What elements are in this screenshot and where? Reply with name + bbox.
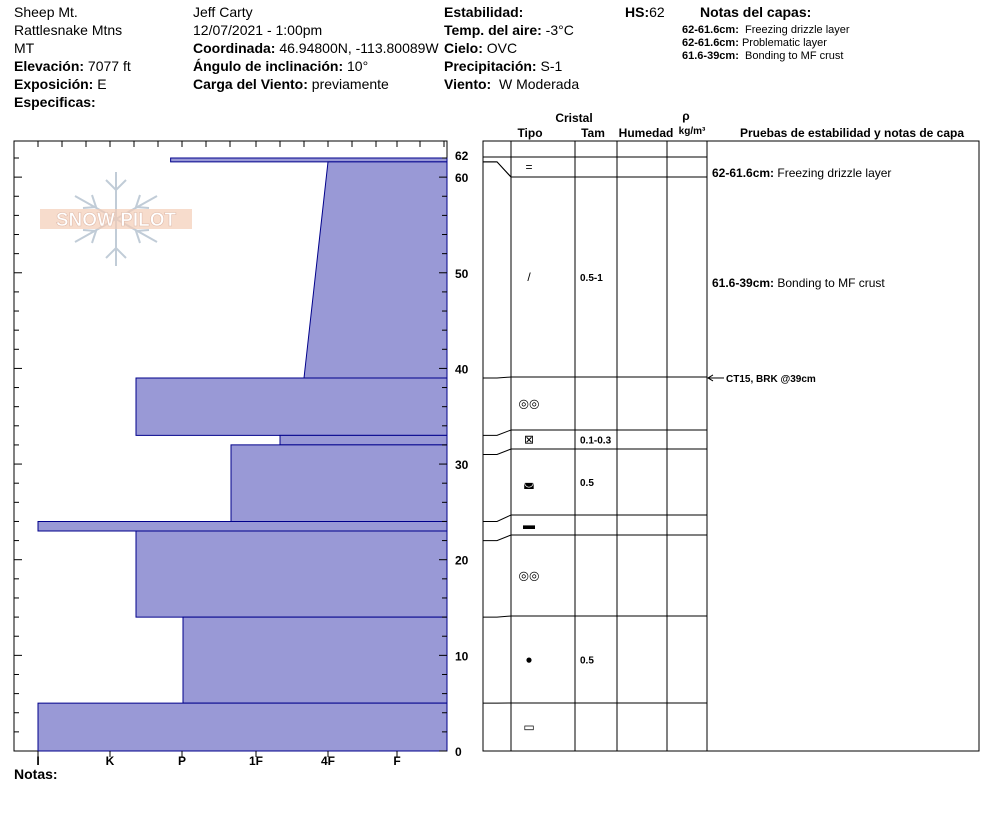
coordinates-value: 46.94800N, -113.80089W xyxy=(279,40,439,56)
snowpilot-watermark xyxy=(40,172,192,266)
observation-datetime: 12/07/2021 - 1:00pm xyxy=(193,22,323,38)
hardness-bar xyxy=(171,158,447,162)
wind-load-label: Carga del Viento: xyxy=(193,76,308,92)
table-layer-note-range: 61.6-39cm: xyxy=(712,276,775,290)
depth-tick-label: 30 xyxy=(455,458,469,473)
table-layer-note-range: 62-61.6cm: xyxy=(712,166,775,180)
state: MT xyxy=(14,40,35,56)
depth-tick-label: 60 xyxy=(455,171,469,186)
layer-note-text: Bonding to MF crust xyxy=(745,50,844,62)
layer-note-text: Problematic layer xyxy=(741,37,827,49)
layer-boundary xyxy=(483,377,707,378)
grain-type-icon: ◎◎ xyxy=(518,396,540,411)
depth-tick-label: 0 xyxy=(455,745,462,759)
hardness-tick-label: F xyxy=(393,754,401,768)
layer-boundary xyxy=(483,535,707,541)
hardness-bar xyxy=(280,435,447,445)
table-layer-note xyxy=(712,166,891,180)
grain-type-icon: = xyxy=(525,160,533,174)
sky-value: OVC xyxy=(486,40,518,56)
layer-note-range: 62-61.6cm: xyxy=(682,24,739,36)
hardness-bar xyxy=(38,703,447,751)
grain-size: 0.1-0.3 xyxy=(580,435,612,447)
layer-boundary xyxy=(483,515,707,521)
wind-load-value: previamente xyxy=(311,76,389,92)
grain-size: 0.5-1 xyxy=(580,273,603,284)
table-layer-note-text: Freezing drizzle layer xyxy=(774,166,892,180)
wind-label: Viento: xyxy=(444,76,492,92)
air-temp-label: Temp. del aire: xyxy=(444,22,542,38)
hardness-tick-label: 1F xyxy=(248,754,264,768)
aspect-value: E xyxy=(97,76,107,92)
hardness-bar xyxy=(183,617,447,703)
location: Sheep Mt. xyxy=(14,4,78,20)
table-layer-note xyxy=(712,276,885,290)
layer-boundary xyxy=(483,162,707,177)
aspect-label: Exposición: xyxy=(14,76,94,92)
slope-label: Ángulo de inclinación: xyxy=(193,58,344,74)
hardness-tick-label: P xyxy=(177,754,187,768)
table-layer-note-text: Bonding to MF crust xyxy=(774,276,885,290)
depth-tick-label: 20 xyxy=(455,553,469,568)
grain-type-icon: / xyxy=(527,270,531,284)
layer-note-range: 61.6-39cm: xyxy=(682,50,739,62)
depth-tick-label: 40 xyxy=(455,362,469,377)
hardness-tick-label: I xyxy=(36,754,40,768)
hardness-tick-label: K xyxy=(105,754,115,768)
logo-text: SNOW PILOT xyxy=(55,210,177,231)
grain-type-icon: ▭ xyxy=(523,720,535,734)
layer-notes-title: Notas del capas: xyxy=(700,4,812,20)
depth-tick-label: 10 xyxy=(455,649,469,664)
grain-type-icon: ▬ xyxy=(523,518,535,532)
stability-test-result: CT15, BRK @39cm xyxy=(726,373,816,385)
grain-type-icon: ● xyxy=(525,652,533,667)
air-temp-value: -3°C xyxy=(545,22,574,38)
precip-value: S-1 xyxy=(540,58,563,74)
hardness-bar xyxy=(136,378,447,435)
specifics-label: Especificas: xyxy=(14,94,96,110)
slope-value: 10° xyxy=(347,58,369,74)
precip-label: Precipitación: xyxy=(444,58,537,74)
layer-table-frame xyxy=(483,141,979,751)
grain-type-icon: ⊠ xyxy=(523,432,535,447)
header-type: Tipo xyxy=(517,126,543,140)
layer-note-text: Freezing drizzle layer xyxy=(745,24,850,36)
hardness-tick-label: 4F xyxy=(320,754,336,768)
header-density-unit: kg/m³ xyxy=(678,126,706,137)
depth-top-label: 62 xyxy=(455,149,469,163)
grain-size: 0.5 xyxy=(580,655,594,667)
header-rho: ρ xyxy=(682,109,690,123)
header-moisture: Humedad xyxy=(618,126,674,140)
table-layer-notes xyxy=(708,166,891,385)
depth-axis-labels xyxy=(455,149,469,759)
hs-label: HS: xyxy=(625,4,650,20)
layer-boundary xyxy=(483,616,707,617)
observer-name: Jeff Carty xyxy=(193,4,253,20)
grain-type-icon: ◛ xyxy=(523,475,535,489)
hardness-bars xyxy=(38,158,447,751)
header-tests: Pruebas de estabilidad y notas de capa xyxy=(739,126,965,140)
hardness-bar xyxy=(304,162,447,378)
mountain-range: Rattlesnake Mtns xyxy=(14,22,123,38)
coordinates-label: Coordinada: xyxy=(193,40,276,56)
hardness-bar xyxy=(231,445,447,522)
grain-size: 0.5 xyxy=(580,478,594,489)
hardness-bar xyxy=(38,521,447,531)
layer-boundary xyxy=(483,162,511,177)
grain-type-icon: ◎◎ xyxy=(518,568,540,583)
elevation-value: 7077 ft xyxy=(87,58,131,74)
depth-tick-label: 50 xyxy=(455,266,469,281)
notes-label: Notas: xyxy=(14,766,58,782)
layer-note-range: 62-61.6cm: xyxy=(682,37,739,49)
header-crystal: Cristal xyxy=(555,111,593,125)
header-size: Tam xyxy=(581,126,605,140)
stability-label: Estabilidad: xyxy=(444,4,524,20)
wind-value: W Moderada xyxy=(498,76,580,92)
hardness-axis-labels xyxy=(36,751,400,768)
sky-label: Cielo: xyxy=(444,40,483,56)
elevation-label: Elevación: xyxy=(14,58,85,74)
hardness-bar xyxy=(136,531,447,617)
layer-table-rows xyxy=(483,157,707,734)
hardness-top-ticks xyxy=(38,141,444,147)
hs-value: 62 xyxy=(649,4,665,20)
layer-boundary xyxy=(483,449,707,455)
